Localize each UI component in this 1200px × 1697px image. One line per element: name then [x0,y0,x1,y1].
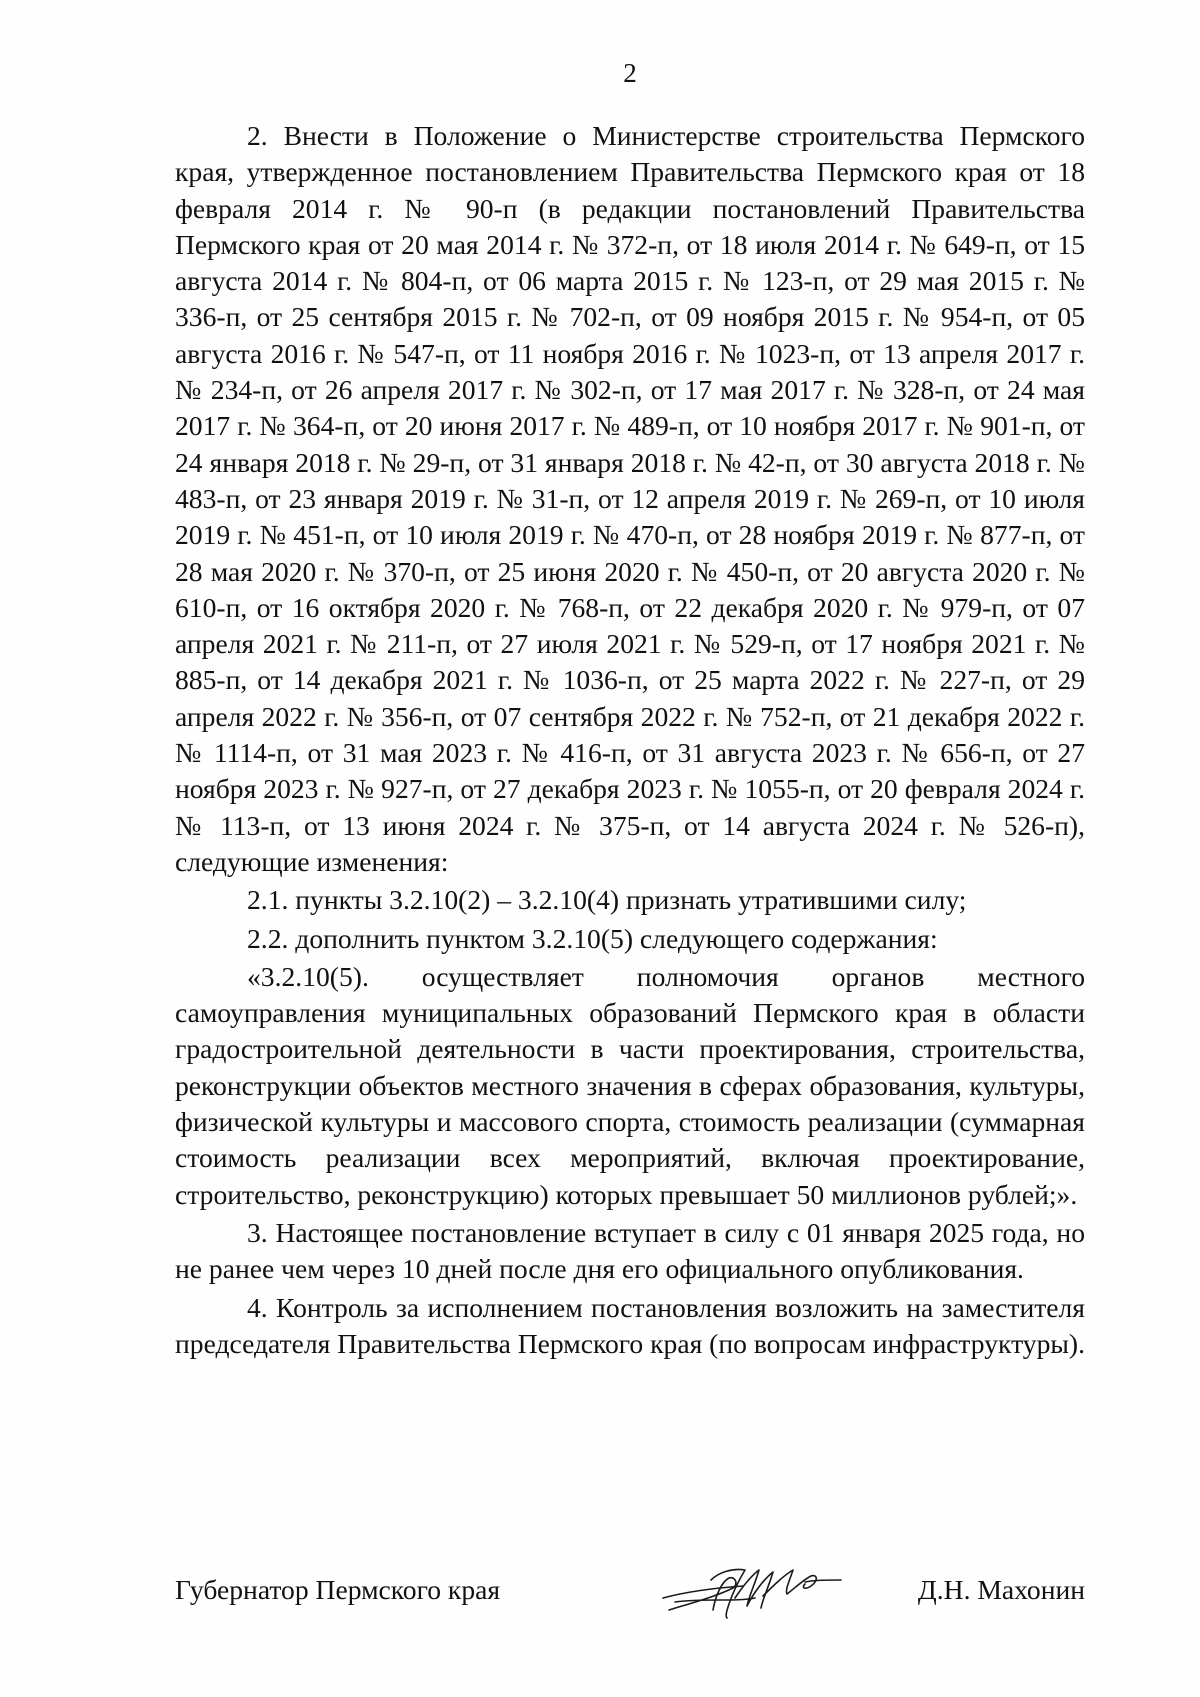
paragraph-quoted-provision: «3.2.10(5). осуществляет полномочия органов местного самоуправления муниципальных образований Пермского края в области градостроительной деятельности в части проектирования, строительства, реконструкции объектов местного значения в сферах образования, культуры, физической культуры и массового спорта, стоимость реализации (суммарная стоимость реализации всех мероприятий, включая проектирование, строительство, реконструкцию) которых превышает 50 миллионов рублей;». [175,960,1085,1210]
document-body [175,118,1085,1362]
signature-block [175,1558,1085,1618]
paragraph-item-2-1: 2.1. пункты 3.2.10(2) – 3.2.10(4) признать утратившими силу; [247,884,967,916]
signatory-title: Губернатор Пермского края [175,1574,501,1605]
paragraph-item-2-2: 2.2. дополнить пунктом 3.2.10(5) следующего содержания: [247,922,938,954]
signatory-name: Д.Н. Махонин [917,1574,1085,1605]
paragraph-amendment-intro: 2. Внести в Положение о Министерстве строительства Пермского края, утвержденное постановлением Правительства Пермского края от 18 февраля 2014 г. № 90-п (в редакции постановлений Правительства Пермского края от 20 мая 2014 г. № 372-п, от 18 июля 2014 г. № 649-п, от 15 августа 2014 г. № 804-п, от 06 марта 2015 г. № 123-п, от 29 мая 2015 г. № 336-п, от 25 сентября 2015 г. № 702-п, от 09 ноября 2015 г. № 954-п, от 05 августа 2016 г. № 547-п, от 11 ноября 2016 г. № 1023-п, от 13 апреля 2017 г. № 234-п, от 26 апреля 2017 г. № 302-п, от 17 мая 2017 г. № 328-п, от 24 мая 2017 г. № 364-п, от 20 июня 2017 г. № 489-п, от 10 ноября 2017 г. № 901-п, от 24 января 2018 г. № 29-п, от 31 января 2018 г. № 42-п, от 30 августа 2018 г. № 483-п, от 23 января 2019 г. № 31-п, от 12 апреля 2019 г. № 269-п, от 10 июля 2019 г. № 451-п, от 10 июля 2019 г. № 470-п, от 28 ноября 2019 г. № 877-п, от 28 мая 2020 г. № 370-п, от 25 июня 2020 г. № 450-п, от 20 августа 2020 г. № 610-п, от 16 октября 2020 г. № 768-п, от 22 декабря 2020 г. № 979-п, от 07 апреля 2021 г. № 211-п, от 27 июля 2021 г. № 529-п, от 17 ноября 2021 г. № 885-п, от 14 декабря 2021 г. № 1036-п, от 25 марта 2022 г. № 227-п, от 29 апреля 2022 г. № 356-п, от 07 сентября 2022 г. № 752-п, от 21 декабря 2022 г. № 1114-п, от 31 мая 2023 г. № 416-п, от 31 августа 2023 г. № 656-п, от 27 ноября 2023 г. № 927-п, от 27 декабря 2023 г. № 1055-п, от 20 февраля 2024 г. № 113-п, от 13 июня 2024 г. № 375-п, от 14 августа 2024 г. № 526-п), следующие изменения: [175,120,1085,877]
page-number: 2 [623,58,637,88]
paragraph-control: 4. Контроль за исполнением постановления возложить на заместителя председателя Правительства Пермского края (по вопросам инфраструктуры). [175,1291,1085,1359]
handwritten-signature-icon [655,1558,845,1624]
paragraph-entry-into-force: 3. Настоящее постановление вступает в силу с 01 января 2025 года, но не ранее чем через 10 дней после дня его официального опубликования. [175,1216,1085,1285]
